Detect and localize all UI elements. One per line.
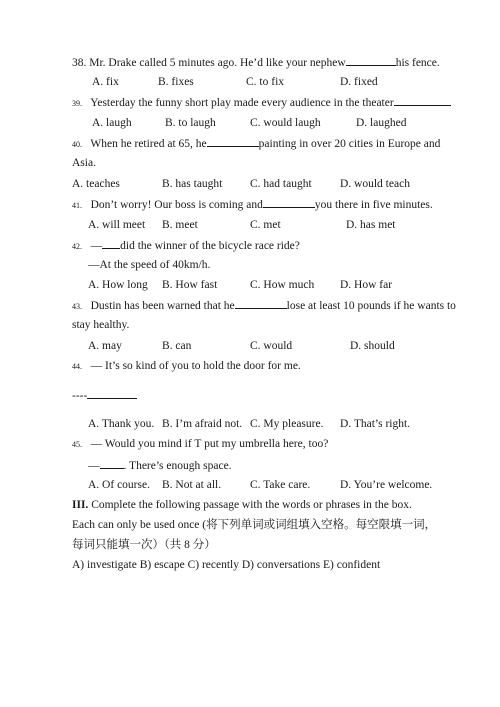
q43-option-d[interactable]: D. should (350, 340, 395, 352)
word-box: A) investigate B) escape C) recently D) conversations E) confident (72, 559, 381, 571)
q42-stem (72, 238, 300, 254)
q43-number: 43. (72, 302, 82, 311)
q45-text: — Would you mind if T put my umbrella here, too? (90, 438, 329, 450)
q41-stem (72, 197, 433, 213)
q38-text-after: his fence. (395, 57, 440, 69)
q42-option-c[interactable]: C. How much (250, 279, 315, 291)
q42-number: 42. (72, 242, 82, 251)
q39-text: Yesterday the funny short play made every audience in the theater (90, 97, 394, 109)
q43-option-a[interactable]: A. may (88, 340, 122, 352)
section-3-instruction: Complete the following passage with the words or phrases in the box. (91, 499, 412, 511)
q44-option-d[interactable]: D. That’s right. (340, 418, 411, 430)
q45-answer-text: . There’s enough space. (123, 460, 232, 472)
q40-number: 40. (72, 140, 82, 149)
q43-continuation: stay healthy. (72, 319, 130, 331)
q38-option-c[interactable]: C. to fix (246, 76, 285, 88)
q43-option-b[interactable]: B. can (162, 340, 192, 352)
q44-answer-line (72, 388, 137, 403)
q39-option-c[interactable]: C. would laugh (250, 117, 321, 129)
q40-blank[interactable] (207, 136, 259, 147)
q45-option-d[interactable]: D. You’re welcome. (340, 479, 433, 491)
q41-text-after: you there in five minutes. (314, 199, 433, 211)
q45-answer-line (88, 458, 232, 473)
q42-text-after: did the winner of the bicycle race ride? (120, 240, 300, 252)
q45-option-a[interactable]: A. Of course. (88, 479, 150, 491)
q44-text: — It’s so kind of you to hold the door for me. (90, 360, 301, 372)
q39-blank[interactable] (394, 95, 451, 106)
q42-option-b[interactable]: B. How fast (162, 279, 218, 291)
q40-option-d[interactable]: D. would teach (340, 178, 410, 190)
q41-number: 41. (72, 201, 82, 210)
q41-text-before: Don’t worry! Our boss is coming and (90, 199, 263, 211)
q38-option-d[interactable]: D. fixed (340, 76, 378, 88)
q44-dashes: ---- (72, 390, 88, 402)
q41-option-a[interactable]: A. will meet (88, 219, 146, 231)
q38-blank[interactable] (346, 55, 396, 66)
q45-option-c[interactable]: C. Take care. (250, 479, 311, 491)
q38-option-b[interactable]: B. fixes (158, 76, 194, 88)
q42-dash: — (90, 240, 103, 252)
q44-option-c[interactable]: C. My pleasure. (250, 418, 324, 430)
q40-stem (72, 136, 440, 152)
q38-stem (72, 55, 440, 70)
q42-option-d[interactable]: D. How far (340, 279, 393, 291)
q40-text-after: painting in over 20 cities in Europe and (258, 138, 441, 150)
section-3-heading: III. (72, 499, 89, 511)
q38-option-a[interactable]: A. fix (92, 76, 119, 88)
q41-option-c[interactable]: C. met (250, 219, 281, 231)
q45-option-b[interactable]: B. Not at all. (162, 479, 222, 491)
q45-number: 45. (72, 440, 82, 449)
q41-blank[interactable] (263, 197, 315, 208)
section-3-rule-line: Each can only be used once (将下列单词或词组填入空格。每空限填一词， (72, 519, 437, 531)
q39-option-b[interactable]: B. to laugh (165, 117, 216, 129)
section-3-score-line: 每词只能填一次）（共 8 分） (72, 539, 216, 551)
q44-option-a[interactable]: A. Thank you. (88, 418, 155, 430)
q42-option-a[interactable]: A. How long (88, 279, 148, 291)
q44-number: 44. (72, 362, 82, 371)
q38-text-before: Mr. Drake called 5 minutes ago. He’d like your nephew (89, 57, 346, 69)
q44-option-b[interactable]: B. I’m afraid not. (162, 418, 243, 430)
q38-number: 38. (72, 57, 87, 69)
q43-stem (72, 298, 456, 314)
q39-stem (72, 95, 451, 111)
q45-blank[interactable] (100, 458, 124, 469)
q45-dash: — (88, 460, 100, 472)
q45-stem (72, 437, 328, 452)
q43-blank[interactable] (235, 298, 287, 309)
q40-continuation: Asia. (72, 157, 96, 169)
q43-text-after: lose at least 10 pounds if he wants to (286, 300, 456, 312)
q39-number: 39. (72, 99, 82, 108)
q40-option-b[interactable]: B. has taught (162, 178, 223, 190)
q40-text-before: When he retired at 65, he (90, 138, 207, 150)
q39-option-d[interactable]: D. laughed (356, 117, 407, 129)
q42-answer-line: —At the speed of 40km/h. (88, 259, 211, 271)
section-3-intro (72, 498, 412, 512)
q43-text-before: Dustin has been warned that he (90, 300, 235, 312)
q41-option-b[interactable]: B. meet (162, 219, 198, 231)
q40-option-a[interactable]: A. teaches (72, 178, 120, 190)
q44-blank[interactable] (87, 388, 137, 399)
q41-option-d[interactable]: D. has met (346, 219, 396, 231)
q44-stem (72, 359, 301, 374)
q40-option-c[interactable]: C. had taught (250, 178, 312, 190)
q42-blank[interactable] (102, 238, 120, 249)
q43-option-c[interactable]: C. would (250, 340, 293, 352)
q39-option-a[interactable]: A. laugh (92, 117, 132, 129)
